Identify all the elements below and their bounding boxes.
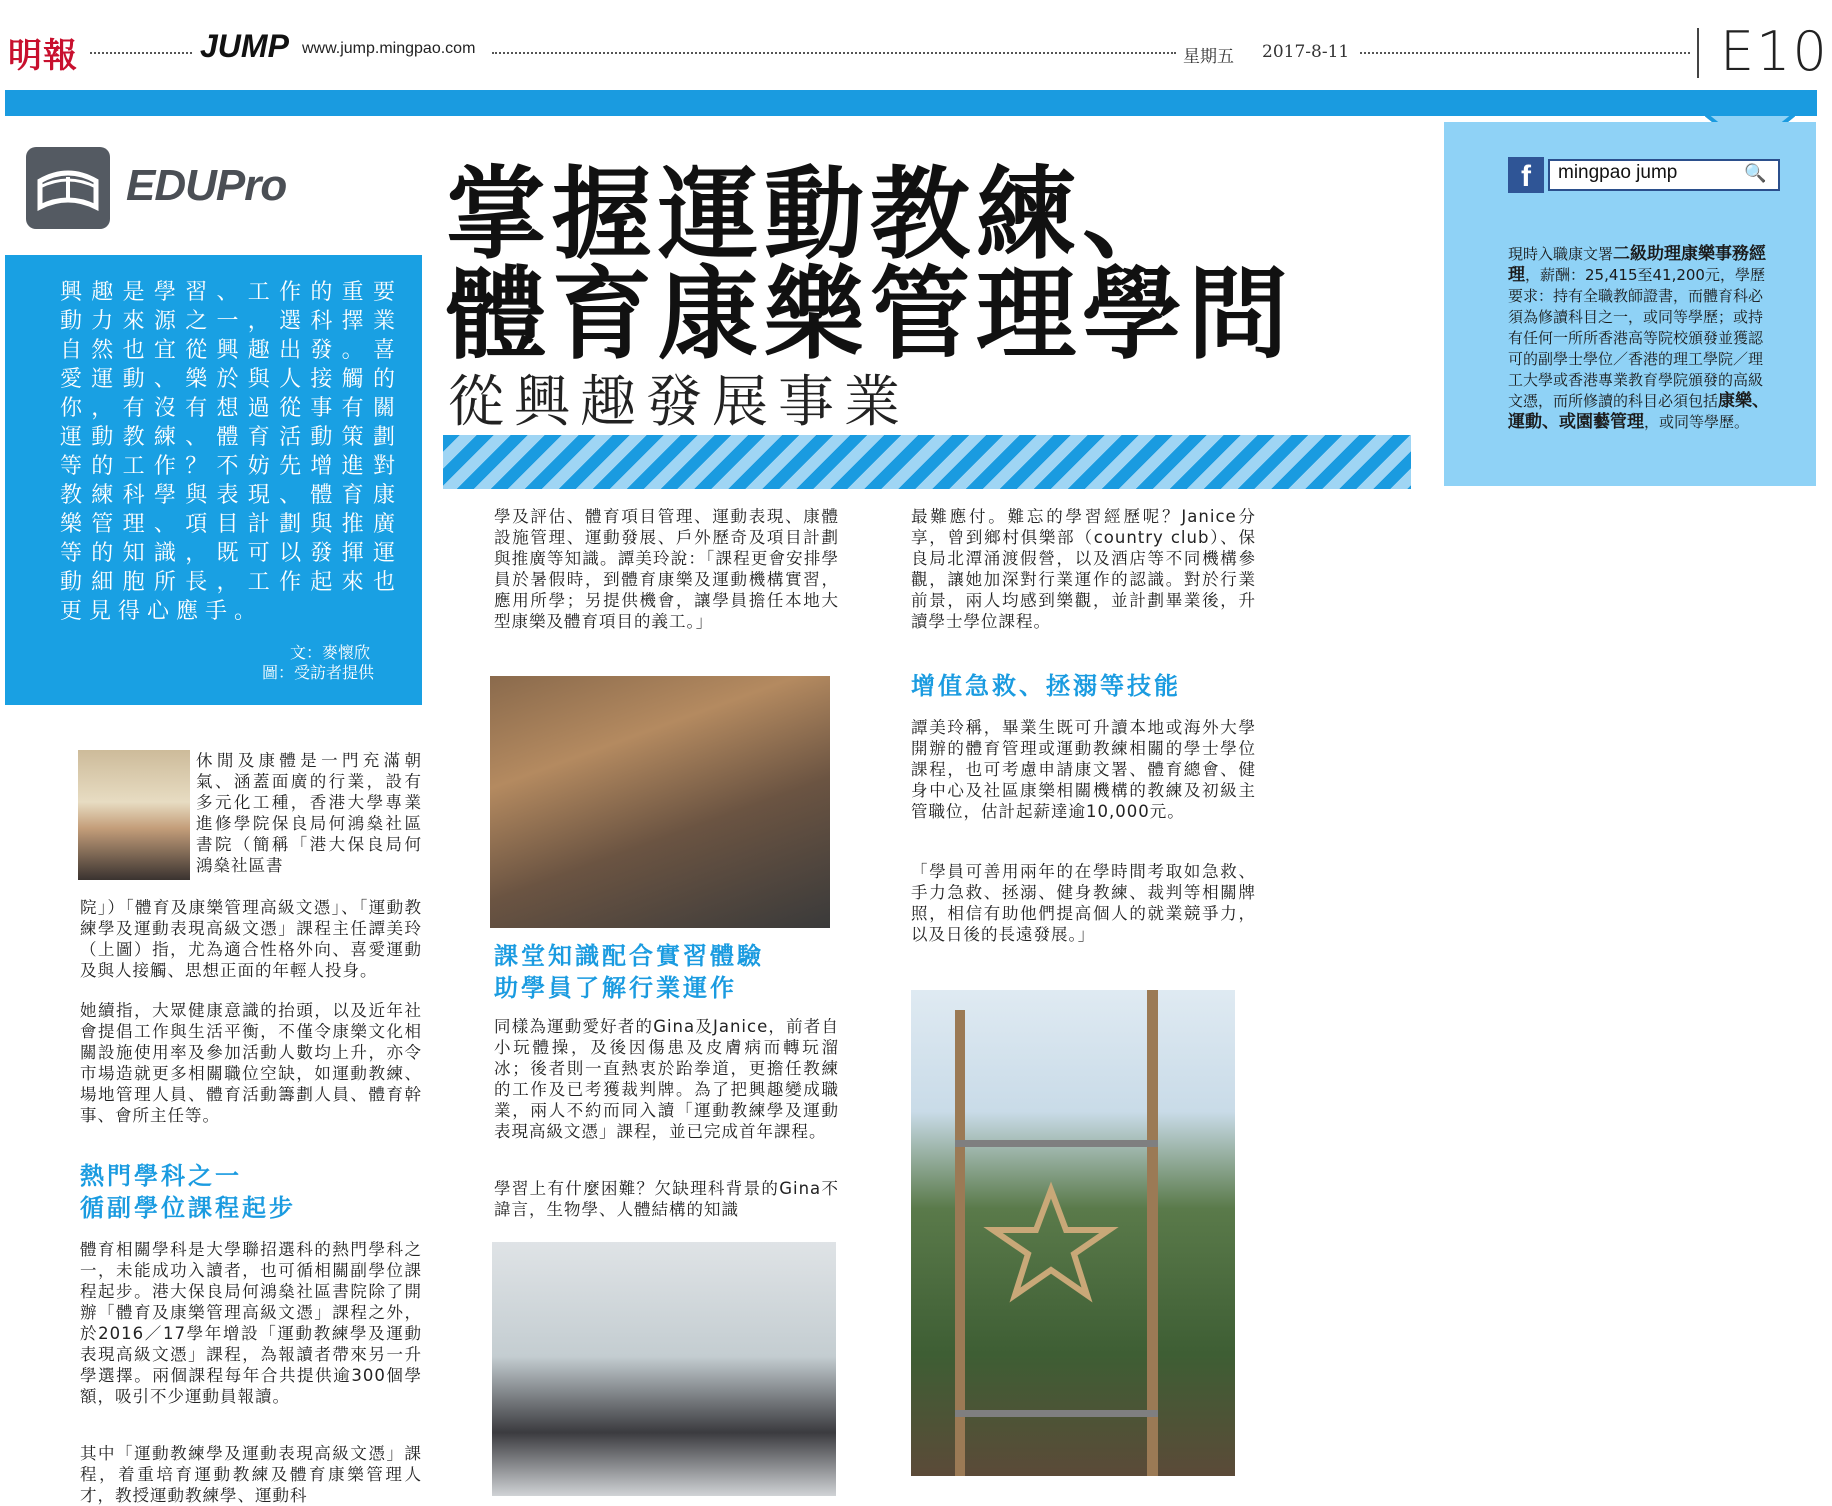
header-divider <box>90 52 192 54</box>
promo-text-part2: ，薪酬：25,415至41,200元，學歷要求：持有全職教師證書，而體育科必須為修讀科目之一，或同等學歷；或持有任何一所所香港高等院校頒發並獲認可的副學士學位／香港的理工學院／理工大學或香港專業教育學院頒發的高級文憑，而所修讀的科目必須包括 <box>1508 266 1765 410</box>
column2-paragraph: 同樣為運動愛好者的Gina及Janice，前者自小玩體操，及後因傷患及皮膚病而轉玩溜冰；後者則一直熱衷於跆拳道，更擔任教練的工作及已考獲裁判牌。為了把興趣變成職業，兩人不約而同入讀「運動教練學及運動表現高級文憑」課程，並已完成首年課程。 <box>494 1017 839 1141</box>
column1-paragraph: 體育相關學科是大學聯招選科的熱門學科之一，未能成功入讀者，也可循相關副學位課程起步。港大保良局何鴻燊社區書院除了開辦「體育及康樂管理高級文憑」課程之外，於2016／17學年增設「運動教練學及運動表現高級文憑」課程，為報讀者帶來另一升學選擇。兩個課程每年合共提供逾300個學額，吸引不少運動員報讀。 <box>80 1240 422 1406</box>
photo-credit: 圖：受訪者提供 <box>262 663 375 682</box>
column2-paragraph: 學習上有什麼困難？欠缺理科背景的Gina不諱言，生物學、人體結構的知識 <box>494 1179 839 1219</box>
header-rule <box>1697 28 1699 78</box>
header-divider <box>492 52 1176 54</box>
column1-paragraph: 其中「運動教練學及運動表現高級文憑」課程，着重培育運動教練及體育康樂管理人才，教授運動教練學、運動科 <box>80 1444 422 1505</box>
gym-photo <box>492 1242 836 1496</box>
book-icon <box>26 147 110 229</box>
search-icon[interactable]: 🔍 <box>1744 163 1767 184</box>
column1-paragraph: 院」）「體育及康樂管理高級文憑」、「運動教練學及運動表現高級文憑」課程主任譚美玲（上圖）指，尤為適合性格外向、喜愛運動及與人接觸、思想正面的年輕人投身。 <box>80 898 422 980</box>
column2-paragraph: 學及評估、體育項目管理、運動表現、康體設施管理、運動發展、戶外歷奇及項目計劃與推廣等知識。譚美玲說：「課程更會安排學員於暑假時，到體育康樂及運動機構實習，應用所學；另提供機會，讓學員擔任本地大型康樂及體育項目的義工。」 <box>494 507 839 631</box>
page-number: E10 <box>1720 20 1829 83</box>
site-url[interactable]: www.jump.mingpao.com <box>302 40 476 57</box>
weekday: 星期五 <box>1183 47 1234 67</box>
column1-paragraph: 她續指，大眾健康意識的抬頭，以及近年社會提倡工作與生活平衡，不僅令康樂文化相關設施使用率及參加活動人數均上升，亦令市場造就更多相關職位空缺，如運動教練、場地管理人員、體育活動籌劃人員、體育幹事、會所主任等。 <box>80 1001 422 1125</box>
facebook-search-text: mingpao jump <box>1558 162 1678 183</box>
promo-bold-subjects: 康樂、運動、或園藝管理 <box>1508 391 1770 432</box>
jump-logo: JUMP <box>200 28 289 64</box>
ropes-course-photo <box>911 990 1235 1476</box>
subheadline: 從興趣發展事業 <box>448 370 910 435</box>
column3-heading: 增值急救、拯溺等技能 <box>911 672 1181 700</box>
column3-paragraph: 最難應付。難忘的學習經歷呢？Janice分享，曾到鄉村俱樂部（country club）、保良局北潭涌渡假營，以及酒店等不同機構參觀，讓她加深對行業運作的認識。對於行業前景，兩人均感到樂觀，並計劃畢業後，升讀學士學位課程。 <box>911 507 1256 631</box>
publication-date: 2017-8-11 <box>1262 42 1350 62</box>
headline-line-1: 掌握運動教練、 <box>446 156 1188 273</box>
portrait-photo <box>78 750 190 880</box>
column3-paragraph: 譚美玲稱，畢業生既可升讀本地或海外大學開辦的體育管理或運動教練相關的學士學位課程，也可考慮申請康文署、體育總會、健身中心及社區康樂相關機構的教練及初級主管職位，估計起薪達逾10,000元。 <box>911 718 1256 821</box>
column2-heading: 課堂知識配合實習體驗 助學員了解行業運作 <box>494 942 764 1002</box>
promo-text-part3: ，或同等學歷。 <box>1644 413 1750 431</box>
facebook-icon[interactable]: f <box>1508 157 1544 193</box>
column1-paragraph: 休閒及康體是一門充滿朝氣、涵蓋面廣的行業，設有多元化工種，香港大學專業進修學院保良局何鴻燊社區書院（簡稱「港大保良局何鴻燊社區書 <box>196 751 422 875</box>
stripe-bar <box>443 435 1411 489</box>
promo-bold-title: 二級助理康樂事務經理 <box>1508 244 1767 285</box>
edupro-label: EDUPro <box>126 161 287 210</box>
headline-line-2: 體育康樂管理學問 <box>446 256 1294 373</box>
promo-text <box>1508 244 1774 433</box>
column3-paragraph: 「學員可善用兩年的在學時間考取如急救、手力急救、拯溺、健身教練、裁判等相關牌照，相信有助他們提高個人的就業競爭力，以及日後的長遠發展。」 <box>911 862 1256 944</box>
climbing-photo <box>490 676 830 928</box>
writer-credit: 文：麥懷欣 <box>290 643 371 662</box>
column1-heading: 熱門學科之一 循副學位課程起步 <box>80 1162 296 1222</box>
header-divider <box>1360 52 1690 54</box>
section-bar <box>5 90 1817 116</box>
masthead-logo: 明報 <box>8 36 78 76</box>
intro-text: 興趣是學習、工作的重要動力來源之一，選科擇業自然也宜從興趣出發。喜愛運動、樂於與人接觸的你，有沒有想過從事有關運動教練、體育活動策劃等的工作？不妨先增進對教練科學與表現、體育康樂管理、項目計劃與推廣等的知識，既可以發揮運動細胞所長，工作起來也更見得心應手。 <box>60 280 402 624</box>
promo-text-part1: 現時入職康文署 <box>1508 245 1614 263</box>
ropes-structure-graphic <box>911 990 1235 1476</box>
